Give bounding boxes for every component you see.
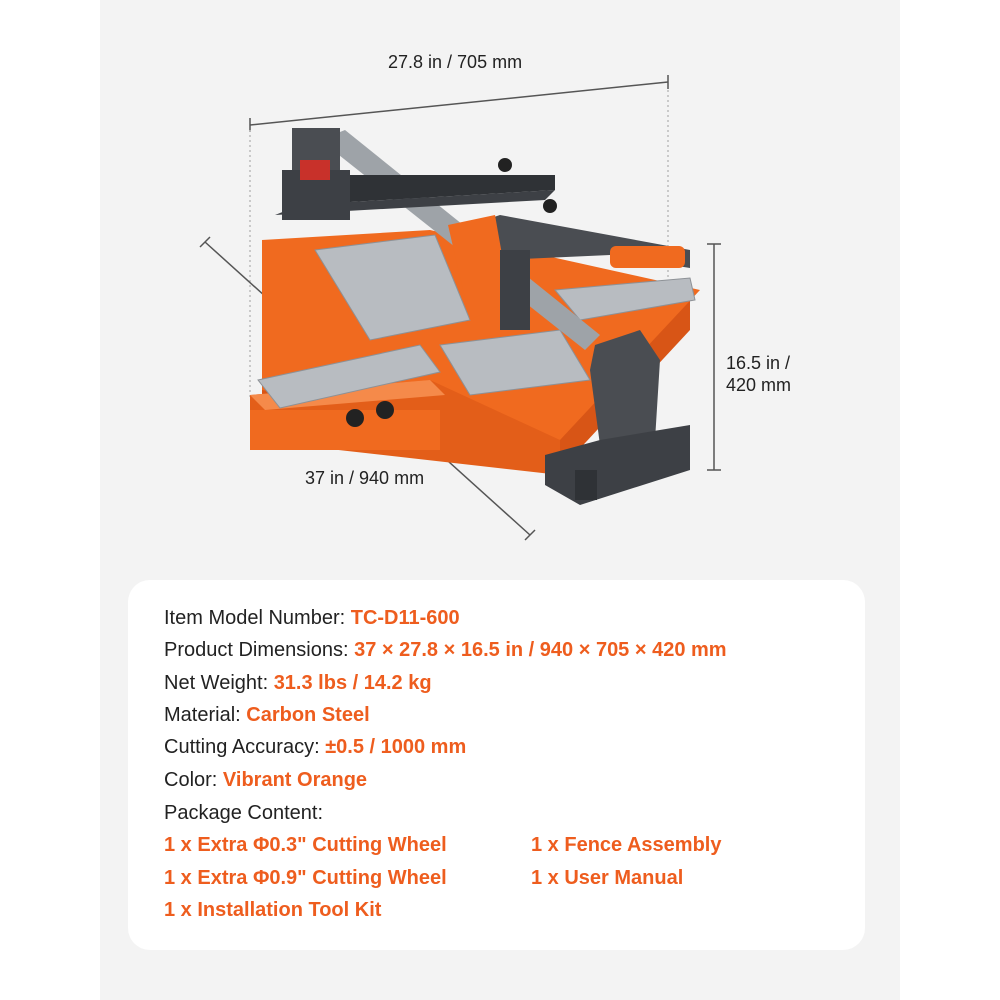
spec-accuracy <box>164 736 466 759</box>
spec-model <box>164 607 460 630</box>
package-item: 1 x Extra Φ0.3" Cutting Wheel <box>164 834 447 856</box>
package-item: 1 x Extra Φ0.9" Cutting Wheel <box>164 867 447 889</box>
spec-material-value: Carbon Steel <box>246 704 370 726</box>
package-item: 1 x Installation Tool Kit <box>164 899 382 921</box>
spec-weight-label: Net Weight: <box>164 672 269 694</box>
spec-model-value: TC-D11-600 <box>350 607 460 629</box>
spec-material-label: Material: <box>164 704 241 726</box>
dimension-height-label <box>726 352 791 396</box>
dimension-height-line1: 16.5 in / <box>726 353 791 373</box>
spec-weight <box>164 672 432 695</box>
spec-color-value: Vibrant Orange <box>222 769 368 791</box>
spec-model-label: Item Model Number: <box>164 607 346 629</box>
spec-accuracy-label: Cutting Accuracy: <box>164 736 320 758</box>
dimension-height-line2: 420 mm <box>726 375 792 395</box>
left-end-post <box>282 128 350 220</box>
spec-material <box>164 704 370 727</box>
package-item: 1 x Fence Assembly <box>531 834 722 856</box>
spec-dimensions-label: Product Dimensions: <box>164 639 349 661</box>
spec-accuracy-value: ±0.5 / 1000 mm <box>325 736 467 758</box>
spec-color-label: Color: <box>164 769 218 791</box>
dimension-width-label: 27.8 in / 705 mm <box>388 52 523 72</box>
spec-package-label: Package Content: <box>164 802 323 824</box>
spec-dimensions <box>164 639 727 662</box>
dimension-length-label: 37 in / 940 mm <box>305 468 425 488</box>
spec-color <box>164 769 367 792</box>
spec-weight-value: 31.3 lbs / 14.2 kg <box>273 672 432 694</box>
spec-dimensions-value: 37 × 27.8 × 16.5 in / 940 × 705 × 420 mm <box>354 639 727 661</box>
spec-card <box>128 580 865 950</box>
package-item: 1 x User Manual <box>531 867 684 889</box>
